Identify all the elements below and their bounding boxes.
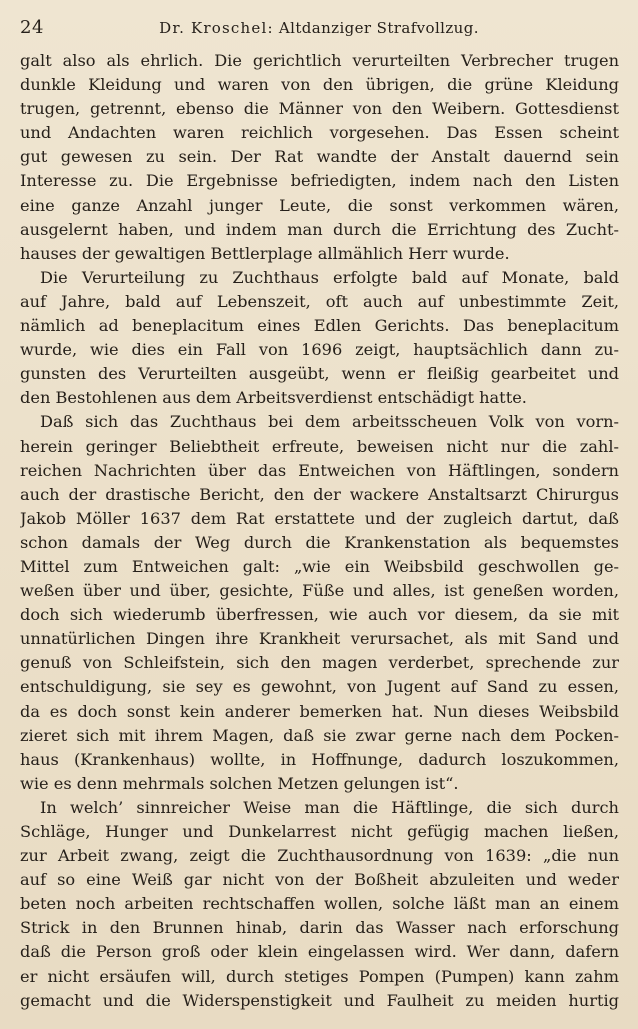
text-line: galt also als ehrlich. Die gerichtlich verurteilten Verbrecher trugen <box>20 51 619 70</box>
paragraph <box>20 266 619 411</box>
text-line: und Andachten waren reichlich vorgesehen. Das Essen scheint <box>20 123 619 143</box>
text-line: wie es denn mehrmals solchen Metzen gelungen ist“. <box>20 773 459 793</box>
text-line: gemacht und die Widerspenstigkeit und Faulheit zu meiden hurtig <box>20 990 619 1010</box>
running-head-title: Altdanziger Strafvollzug. <box>278 19 479 37</box>
text-line: hauses der gewaltigen Bettlerplage allmählich Herr wurde. <box>20 243 510 263</box>
body-text <box>20 49 619 1013</box>
page-number: 24 <box>20 17 44 38</box>
text-line: zur Arbeit zwang, zeigt die Zuchthausordnung von 1639: „die nun <box>20 846 619 866</box>
text-line: dunkle Kleidung und waren von den übrigen, die grüne Kleidung <box>20 75 619 95</box>
text-line: unnatürlichen Dingen ihre Krankheit verursachet, als mit Sand und <box>20 629 619 649</box>
text-line: entschuldigung, sie sey es gewohnt, von Jugent auf Sand zu essen, <box>20 677 619 697</box>
text-line: zieret sich mit ihrem Magen, daß sie zwar gerne nach dem Pocken- <box>20 725 619 745</box>
text-line: trugen, getrennt, ebenso die Männer von den Weibern. Gottesdienst <box>20 99 619 119</box>
text-line: In welch’ sinnreicher Weise man die Häftlinge, die sich durch <box>40 797 619 817</box>
text-line: den Bestohlenen aus dem Arbeitsverdienst entschädigt hatte. <box>20 388 527 408</box>
paragraph <box>20 410 619 796</box>
running-head <box>20 14 618 42</box>
text-line: auf so eine Weiß gar nicht von der Boßheit abzuleiten und weder <box>20 870 619 890</box>
text-line: Schläge, Hunger und Dunkelarrest nicht gefügig machen ließen, <box>20 822 619 841</box>
text-line: gunsten des Verurteilten ausgeübt, wenn er fleißig gearbeitet und <box>20 364 619 384</box>
text-line: herein geringer Beliebtheit erfreute, beweisen nicht nur die zahl- <box>20 436 619 456</box>
running-head-author: Dr. Kroschel: <box>159 19 274 37</box>
text-line: eine ganze Anzahl junger Leute, die sonst verkommen wären, <box>20 195 619 215</box>
text-line: reichen Nachrichten über das Entweichen von Häftlingen, sondern <box>20 460 619 480</box>
page-header <box>20 14 618 42</box>
paragraph <box>20 49 619 266</box>
text-line: Strick in den Brunnen hinab, darin das Wasser nach erforschung <box>20 918 619 938</box>
text-line: da es doch sonst kein anderer bemerken hat. Nun dieses Weibsbild <box>20 701 619 721</box>
text-line: Daß sich das Zuchthaus bei dem arbeitsscheuen Volk von vorn- <box>40 412 619 432</box>
text-line: Mittel zum Entweichen galt: „wie ein Weibsbild geschwollen ge- <box>20 556 619 576</box>
text-line: Die Verurteilung zu Zuchthaus erfolgte bald auf Monate, bald <box>40 267 619 287</box>
text-line: wurde, wie dies ein Fall von 1696 zeigt, hauptsächlich dann zu- <box>20 340 619 360</box>
text-line: doch sich wiederumb überfressen, wie auch vor diesem, da sie mit <box>20 605 619 625</box>
text-line: auch der drastische Bericht, den der wackere Anstaltsarzt Chirurgus <box>20 484 619 504</box>
text-line: ausgelernt haben, und indem man durch die Errichtung des Zucht- <box>20 219 619 239</box>
text-line: er nicht ersäufen will, durch stetiges Pompen (Pumpen) kann zahm <box>20 966 619 986</box>
text-line: auf Jahre, bald auf Lebenszeit, oft auch auf unbestimmte Zeit, <box>20 291 619 311</box>
text-line: daß die Person groß oder klein eingelassen wird. Wer dann, dafern <box>20 942 619 962</box>
text-line: haus (Krankenhaus) wollte, in Hoffnunge, dadurch loszukommen, <box>20 749 619 769</box>
text-line: Interesse zu. Die Ergebnisse befriedigten, indem nach den Listen <box>20 171 619 191</box>
text-line: genuß von Schleifstein, sich den magen verderbet, sprechende zur <box>20 653 619 673</box>
text-line: weßen über und über, gesichte, Füße und alles, ist geneßen worden, <box>20 581 619 601</box>
text-line: nämlich ad beneplacitum eines Edlen Gerichts. Das beneplacitum <box>20 316 619 336</box>
paragraph <box>20 796 619 1013</box>
text-line: gut gewesen zu sein. Der Rat wandte der Anstalt dauernd sein <box>20 147 619 167</box>
text-line: beten noch arbeiten rechtschaffen wollen, solche läßt man an einem <box>20 894 619 914</box>
text-line: Jakob Möller 1637 dem Rat erstattete und der zugleich dartut, daß <box>20 508 619 528</box>
text-line: schon damals der Weg durch die Krankenstation als bequemstes <box>20 532 619 552</box>
